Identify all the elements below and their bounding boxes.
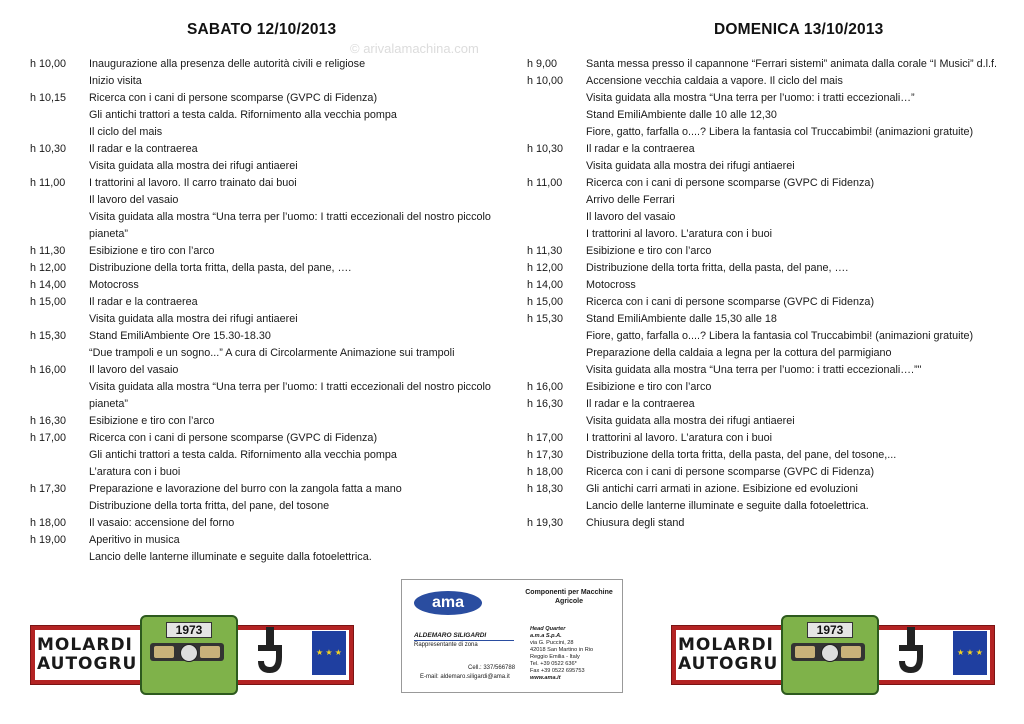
schedule-time bbox=[30, 158, 89, 175]
schedule-row bbox=[527, 175, 1007, 192]
schedule-time bbox=[527, 413, 586, 430]
rep-role: Rappresentante di zona bbox=[414, 642, 478, 648]
schedule-row bbox=[527, 345, 1007, 362]
schedule-time: h 10,30 bbox=[30, 143, 67, 155]
schedule-activity: Visita guidata alla mostra dei rifugi antiaerei bbox=[586, 160, 795, 172]
schedule-time bbox=[527, 90, 586, 107]
schedule-row bbox=[30, 277, 500, 294]
schedule-time: h 10,00 bbox=[30, 58, 67, 70]
schedule-row bbox=[30, 141, 500, 158]
schedule-activity: Il lavoro del vasaio bbox=[89, 364, 179, 376]
schedule-row bbox=[30, 124, 500, 141]
schedule-activity: Ricerca con i cani di persone scomparse (GVPC di Fidenza) bbox=[586, 466, 875, 478]
schedule-activity: Ricerca con i cani di persone scomparse (GVPC di Fidenza) bbox=[586, 177, 875, 189]
schedule-activity: Il radar e la contraerea bbox=[586, 143, 695, 155]
schedule-activity: Esibizione e tiro con l’arco bbox=[89, 245, 215, 257]
schedule-activity: Visita guidata alla mostra dei rifugi antiaerei bbox=[89, 313, 298, 325]
schedule-activity: Inaugurazione alla presenza delle autorità civili e religiose bbox=[89, 58, 366, 70]
schedule-row bbox=[30, 209, 500, 243]
schedule-time: h 10,00 bbox=[527, 75, 564, 87]
molardi-autogru-logo-right bbox=[671, 615, 993, 691]
schedule-activity: “Due trampoli e un sogno...” A cura di Circolarmente Animazione sui trampoli bbox=[89, 347, 455, 359]
schedule-time: h 18,00 bbox=[527, 466, 564, 478]
schedule-row bbox=[527, 311, 1007, 328]
eu-flag-icon: ★ ★ ★ bbox=[953, 631, 987, 675]
schedule-time bbox=[30, 379, 89, 413]
schedule-time: h 11,30 bbox=[30, 245, 66, 257]
sunday-schedule bbox=[527, 56, 1007, 532]
schedule-time bbox=[527, 345, 586, 362]
schedule-row bbox=[527, 464, 1007, 481]
schedule-activity: Fiore, gatto, farfalla o....? Libera la fantasia col Truccabimbi! (animazioni gratuite) bbox=[586, 330, 974, 342]
schedule-row bbox=[30, 447, 500, 464]
schedule-activity: I trattorini al lavoro. L’aratura con i buoi bbox=[586, 432, 773, 444]
schedule-activity: Gli antichi trattori a testa calda. Rifornimento alla vecchia pompa bbox=[89, 109, 397, 121]
schedule-time: h 16,30 bbox=[527, 398, 564, 410]
eu-flag-icon: ★ ★ ★ bbox=[312, 631, 346, 675]
schedule-activity: I trattorini al lavoro. Il carro trainato dai buoi bbox=[89, 177, 297, 189]
schedule-activity: Lancio delle lanterne illuminate e seguite dalla fotoelettrica. bbox=[89, 551, 372, 563]
schedule-row bbox=[527, 481, 1007, 498]
schedule-row bbox=[527, 192, 1007, 209]
schedule-row bbox=[527, 277, 1007, 294]
schedule-time: h 17,30 bbox=[527, 449, 564, 461]
schedule-time bbox=[527, 209, 586, 226]
schedule-row bbox=[30, 379, 500, 413]
schedule-time: h 11,00 bbox=[30, 177, 66, 189]
schedule-activity: Preparazione e lavorazione del burro con la zangola fatta a mano bbox=[89, 483, 402, 495]
schedule-activity: Esibizione e tiro con l’arco bbox=[586, 245, 712, 257]
schedule-time bbox=[30, 447, 89, 464]
schedule-row bbox=[30, 481, 500, 498]
schedule-row bbox=[30, 532, 500, 549]
schedule-time bbox=[527, 328, 586, 345]
schedule-time: h 10,30 bbox=[527, 143, 564, 155]
card-tagline: Componenti per Macchine Agricole bbox=[525, 589, 613, 605]
schedule-activity: Il ciclo del mais bbox=[89, 126, 163, 138]
schedule-row bbox=[527, 498, 1007, 515]
schedule-row bbox=[527, 430, 1007, 447]
schedule-time bbox=[30, 549, 89, 566]
schedule-time: h 15,30 bbox=[527, 313, 564, 325]
rep-cell: Cell.: 337/566788 bbox=[468, 665, 516, 671]
schedule-time: h 10,15 bbox=[30, 92, 67, 104]
schedule-time bbox=[527, 226, 586, 243]
schedule-time: h 9,00 bbox=[527, 58, 558, 70]
schedule-time: h 14,00 bbox=[30, 279, 67, 291]
logo-text: MOLARDI AUTOGRU bbox=[37, 635, 138, 674]
rep-email: E-mail: aldemaro.siligardi@ama.it bbox=[420, 674, 510, 680]
schedule-time bbox=[30, 107, 89, 124]
schedule-row bbox=[30, 73, 500, 90]
schedule-activity: Distribuzione della torta fritta, della pasta, del pane, …. bbox=[586, 262, 849, 274]
schedule-activity: Stand EmiliAmbiente dalle 10 alle 12,30 bbox=[586, 109, 777, 121]
schedule-activity: L’aratura con i buoi bbox=[89, 466, 181, 478]
schedule-row bbox=[30, 90, 500, 107]
schedule-row bbox=[30, 345, 500, 362]
schedule-time: h 18,00 bbox=[30, 517, 67, 529]
schedule-activity: Ricerca con i cani di persone scomparse (GVPC di Fidenza) bbox=[89, 92, 378, 104]
schedule-row bbox=[527, 56, 1007, 73]
schedule-row bbox=[30, 328, 500, 345]
schedule-time: h 16,30 bbox=[30, 415, 67, 427]
schedule-activity: Motocross bbox=[586, 279, 636, 291]
schedule-row bbox=[30, 243, 500, 260]
schedule-time: h 15,00 bbox=[527, 296, 564, 308]
schedule-activity: Inizio visita bbox=[89, 75, 142, 87]
schedule-time bbox=[30, 124, 89, 141]
schedule-activity: Preparazione della caldaia a legna per la cottura del parmigiano bbox=[586, 347, 892, 359]
schedule-activity: Il radar e la contraerea bbox=[89, 296, 198, 308]
schedule-time: h 11,30 bbox=[527, 245, 563, 257]
schedule-row bbox=[527, 294, 1007, 311]
schedule-time: h 18,30 bbox=[527, 483, 564, 495]
schedule-row bbox=[527, 107, 1007, 124]
schedule-time: h 19,30 bbox=[527, 517, 564, 529]
schedule-row bbox=[30, 430, 500, 447]
schedule-time: h 12,00 bbox=[30, 262, 67, 274]
molardi-autogru-logo-left bbox=[30, 615, 352, 691]
schedule-activity: Motocross bbox=[89, 279, 139, 291]
schedule-row bbox=[527, 362, 1007, 379]
schedule-activity: Il lavoro del vasaio bbox=[586, 211, 676, 223]
schedule-time: h 12,00 bbox=[527, 262, 564, 274]
watermark: © arivalamachina.com bbox=[350, 41, 479, 56]
schedule-activity: Ricerca con i cani di persone scomparse (GVPC di Fidenza) bbox=[89, 432, 378, 444]
schedule-row bbox=[527, 328, 1007, 345]
schedule-activity: Chiusura degli stand bbox=[586, 517, 685, 529]
schedule-activity: Esibizione e tiro con l’arco bbox=[89, 415, 215, 427]
year-label: 1973 bbox=[807, 622, 853, 638]
schedule-time bbox=[527, 362, 586, 379]
schedule-activity: Visita guidata alla mostra “Una terra per l’uomo: I tratti eccezionali del nostro piccolo pianeta” bbox=[89, 381, 491, 410]
schedule-time bbox=[30, 73, 89, 90]
schedule-time: h 15,00 bbox=[30, 296, 67, 308]
schedule-activity: Visita guidata alla mostra dei rifugi antiaerei bbox=[89, 160, 298, 172]
ama-business-card bbox=[401, 579, 623, 693]
schedule-activity: Stand EmiliAmbiente dalle 15,30 alle 18 bbox=[586, 313, 777, 325]
crane-hook-icon bbox=[250, 627, 290, 677]
schedule-row bbox=[527, 124, 1007, 141]
schedule-row bbox=[527, 158, 1007, 175]
saturday-schedule bbox=[30, 56, 500, 566]
schedule-row bbox=[527, 379, 1007, 396]
schedule-time: h 15,30 bbox=[30, 330, 67, 342]
schedule-time bbox=[527, 192, 586, 209]
schedule-row bbox=[527, 209, 1007, 226]
schedule-row bbox=[30, 515, 500, 532]
schedule-row bbox=[30, 260, 500, 277]
schedule-activity: Il lavoro del vasaio bbox=[89, 194, 179, 206]
schedule-activity: Visita guidata alla mostra “Una terra per l’uomo: i tratti eccezionali….”" bbox=[586, 364, 922, 376]
schedule-time bbox=[30, 498, 89, 515]
schedule-row bbox=[527, 226, 1007, 243]
schedule-activity: Visita guidata alla mostra “Una terra per l’uomo: i tratti eccezionali…” bbox=[586, 92, 915, 104]
schedule-time: h 17,00 bbox=[527, 432, 564, 444]
schedule-time bbox=[30, 192, 89, 209]
schedule-activity: Santa messa presso il capannone “Ferrari sistemi” animata dalla corale “I Musici” d.l.f. bbox=[586, 58, 998, 70]
schedule-row bbox=[30, 175, 500, 192]
schedule-activity: Il radar e la contraerea bbox=[89, 143, 198, 155]
schedule-row bbox=[527, 73, 1007, 90]
head-quarter-info: Head Quarter a.m.a S.p.A. via G. Puccini, 28 42018 San Martino in Rio Reggio Emilia - Italy Tel. +39 0522 636* Fax +39 0522 695753 www.ama.it bbox=[530, 626, 594, 681]
schedule-activity: I trattorini al lavoro. L’aratura con i buoi bbox=[586, 228, 773, 240]
schedule-time bbox=[527, 498, 586, 515]
schedule-row bbox=[527, 396, 1007, 413]
schedule-activity: Accensione vecchia caldaia a vapore. Il ciclo del mais bbox=[586, 75, 843, 87]
crane-gauge-icon bbox=[150, 643, 224, 661]
schedule-row bbox=[30, 294, 500, 311]
schedule-activity: Visita guidata alla mostra “Una terra per l’uomo: I tratti eccezionali del nostro piccolo pianeta” bbox=[89, 211, 491, 240]
schedule-row bbox=[527, 413, 1007, 430]
schedule-activity: Visita guidata alla mostra dei rifugi antiaerei bbox=[586, 415, 795, 427]
schedule-time bbox=[30, 345, 89, 362]
schedule-row bbox=[30, 192, 500, 209]
schedule-activity: Il radar e la contraerea bbox=[586, 398, 695, 410]
schedule-row bbox=[30, 56, 500, 73]
ama-logo: ama bbox=[414, 591, 482, 615]
crane-gauge-icon bbox=[791, 643, 865, 661]
schedule-time: h 16,00 bbox=[527, 381, 564, 393]
schedule-row bbox=[527, 260, 1007, 277]
schedule-row bbox=[30, 464, 500, 481]
truck-badge bbox=[140, 615, 238, 695]
schedule-row bbox=[30, 362, 500, 379]
schedule-row bbox=[527, 243, 1007, 260]
schedule-activity: Stand EmiliAmbiente Ore 15.30-18.30 bbox=[89, 330, 271, 342]
schedule-activity: Aperitivo in musica bbox=[89, 534, 180, 546]
schedule-time bbox=[30, 464, 89, 481]
schedule-activity: Distribuzione della torta fritta, del pane, del tosone bbox=[89, 500, 330, 512]
schedule-row bbox=[30, 549, 500, 566]
schedule-row bbox=[527, 515, 1007, 532]
schedule-activity: Esibizione e tiro con l’arco bbox=[586, 381, 712, 393]
schedule-time bbox=[527, 124, 586, 141]
schedule-time: h 17,30 bbox=[30, 483, 67, 495]
schedule-row bbox=[527, 447, 1007, 464]
year-label: 1973 bbox=[166, 622, 212, 638]
saturday-title: SABATO 12/10/2013 bbox=[187, 21, 337, 38]
schedule-row bbox=[527, 141, 1007, 158]
schedule-activity: Gli antichi trattori a testa calda. Rifornimento alla vecchia pompa bbox=[89, 449, 397, 461]
rep-name: ALDEMARO SILIGARDI bbox=[414, 632, 514, 641]
schedule-activity: Fiore, gatto, farfalla o....? Libera la fantasia col Truccabimbi! (animazioni gratuite) bbox=[586, 126, 974, 138]
schedule-row bbox=[30, 311, 500, 328]
schedule-time: h 11,00 bbox=[527, 177, 563, 189]
schedule-activity: Distribuzione della torta fritta, della pasta, del pane, del tosone,... bbox=[586, 449, 897, 461]
sunday-title: DOMENICA 13/10/2013 bbox=[714, 21, 884, 38]
schedule-activity: Ricerca con i cani di persone scomparse (GVPC di Fidenza) bbox=[586, 296, 875, 308]
truck-badge bbox=[781, 615, 879, 695]
schedule-row bbox=[30, 158, 500, 175]
schedule-time bbox=[527, 158, 586, 175]
schedule-time bbox=[527, 107, 586, 124]
schedule-activity: Distribuzione della torta fritta, della pasta, del pane, …. bbox=[89, 262, 352, 274]
logo-text: MOLARDI AUTOGRU bbox=[678, 635, 779, 674]
schedule-time: h 16,00 bbox=[30, 364, 67, 376]
schedule-row bbox=[30, 498, 500, 515]
schedule-time: h 19,00 bbox=[30, 534, 67, 546]
schedule-activity: Gli antichi carri armati in azione. Esibizione ed evoluzioni bbox=[586, 483, 858, 495]
schedule-activity: Lancio delle lanterne illuminate e seguite dalla fotoelettrica. bbox=[586, 500, 869, 512]
schedule-row bbox=[527, 90, 1007, 107]
schedule-row bbox=[30, 107, 500, 124]
schedule-time: h 14,00 bbox=[527, 279, 564, 291]
schedule-activity: Arrivo delle Ferrari bbox=[586, 194, 675, 206]
schedule-time bbox=[30, 311, 89, 328]
crane-hook-icon bbox=[891, 627, 931, 677]
schedule-time: h 17,00 bbox=[30, 432, 67, 444]
schedule-time bbox=[30, 209, 89, 243]
schedule-row bbox=[30, 413, 500, 430]
schedule-activity: Il vasaio: accensione del forno bbox=[89, 517, 235, 529]
